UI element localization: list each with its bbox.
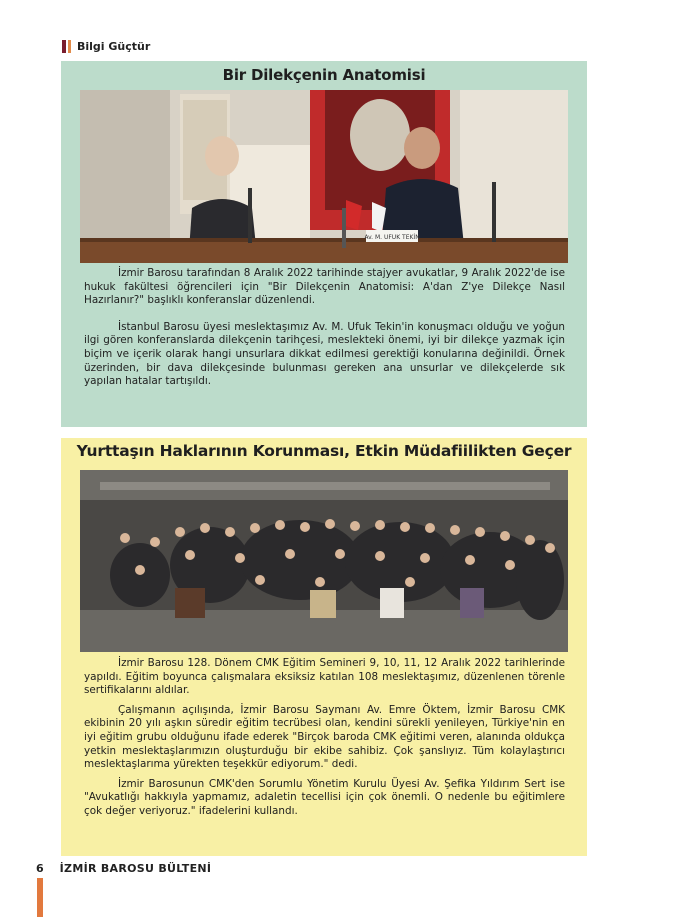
article-cmk-box [61,438,587,856]
article-body [84,657,565,819]
section-tag-marker [62,40,66,53]
article-dilekce-box [61,61,587,427]
group-photo [80,470,568,652]
article-paragraph: İzmir Barosu 128. Dönem CMK Eğitim Semineri 9, 10, 11, 12 Aralık 2022 tarihlerinde yapıldı. Eğitim boyunca çalışmalara eksiksiz katılan 108 meslektaşımız, düzenlenen törenle sertifikalarını aldılar. [84,657,565,697]
conference-photo [80,90,568,263]
article-title: Yurttaşın Haklarının Korunması, Etkin Müdafiilikten Geçer [76,442,572,460]
footer-accent-bar [37,878,43,917]
section-tag [62,40,150,53]
article-title: Bir Dilekçenin Anatomisi [222,66,426,84]
article-body [84,267,565,389]
article-paragraph: Çalışmanın açılışında, İzmir Barosu Saymanı Av. Emre Öktem, İzmir Barosu CMK ekibinin 20 yılı aşkın süredir eğitim tecrübesi olan, kendini sürekli yenileyen, Türkiye'nin en iyi eğitim grubu olduğunu ifade ederek "Birçok baroda CMK eğitimi veren, alanında oldukça yetkin meslektaşlarımızın oluşturduğu bir ekibe sahibiz. Çok şanslıyız. Tüm kolaylaştırıcı meslektaşlarıma yürekten teşekkür ediyorum." dedi. [84,703,565,771]
speaker-nameplate: Av. M. UFUK TEKİN [364,234,420,241]
section-label: Bilgi Güçtür [77,40,151,53]
article-paragraph: İzmir Barosu tarafından 8 Aralık 2022 tarihinde stajyer avukatlar, 9 Aralık 2022'de ise hukuk fakültesi öğrencileri için "Bir Dilekçenin Anatomisi: A'dan Z'ye Dilekçe Nasıl Hazırlanır?" başlıklı konferanslar düzenlendi. [84,267,565,307]
publication-name: İZMİR BAROSU BÜLTENİ [59,862,212,875]
page-number: 6 [36,862,44,875]
article-paragraph: İstanbul Barosu üyesi meslektaşımız Av. M. Ufuk Tekin'in konuşmacı olduğu ve yoğun ilgi gören konferanslarda dilekçenin tarihçesi, meslekteki önemi, iyi bir dilekçe yazmak için biçim ve içerik olarak hangi unsurlara dikkat edilmesi gerektiği konularına değinildi. Örnek üzerinden, bir dava dilekçesinde bulunması gereken ana unsurlar ve dilekçelerde sık yapılan hatalar tartışıldı. [84,320,565,388]
article-paragraph: İzmir Barosunun CMK'den Sorumlu Yönetim Kurulu Üyesi Av. Şefika Yıldırım Sert ise "Avukatlığı hakkıyla yapmamız, adaletin tecellisi için çok önemli. O nedenle bu eğitimlere çok değer veriyoruz." ifadelerini kullandı. [84,777,565,817]
page-footer [36,862,211,875]
section-tag-marker-accent [68,40,71,53]
